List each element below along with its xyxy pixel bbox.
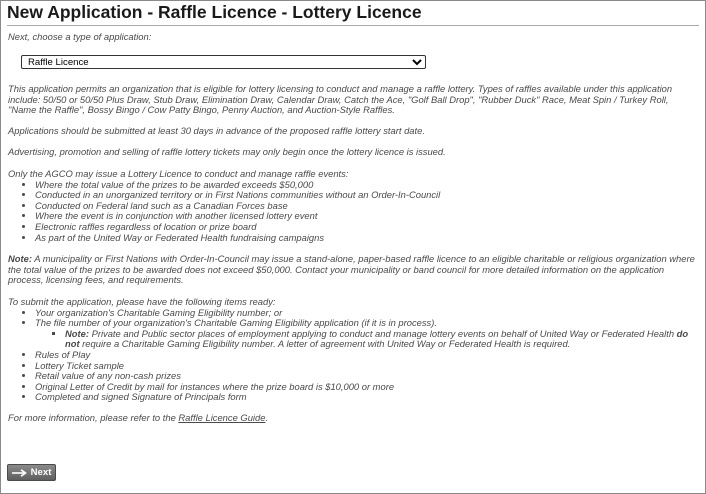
- submit-list-item: • Lottery Ticket sample: [35, 361, 696, 372]
- submit-list-item: • Your organization's Charitable Gaming Eligibility number; or: [35, 308, 696, 319]
- advertising-note: Advertising, promotion and selling of raffle lottery tickets may only begin once the lottery licence is issued.: [8, 146, 446, 157]
- more-info: [8, 413, 696, 424]
- submit-list-item-text: The file number of your organization's Charitable Gaming Eligibility application (if it is in process).: [35, 317, 437, 329]
- submit-list-item: • Original Letter of Credit by mail for instances where the prize board is $10,000 or more: [35, 382, 696, 393]
- submit-list-item: [35, 318, 696, 350]
- agco-list-item: • Electronic raffles regardless of location or prize board: [35, 222, 696, 233]
- next-button-label: Next: [30, 467, 52, 478]
- submit-list-item: • Completed and signed Signature of Principals form: [35, 392, 696, 403]
- more-info-text: For more information, please refer to the: [8, 412, 179, 423]
- application-type-select[interactable]: [21, 55, 426, 69]
- advance-submission-note: Applications should be submitted at least 30 days in advance of the proposed raffle lottery start date.: [8, 125, 425, 136]
- agco-list-item: • Conducted in an unorganized territory or in First Nations communities without an Order-In-Council: [35, 190, 696, 201]
- submit-list-item: • Rules of Play: [35, 350, 696, 361]
- raffle-licence-guide-link[interactable]: Raffle Licence Guide: [178, 412, 266, 423]
- agco-list-item: • Conducted on Federal land such as a Canadian Forces base: [35, 201, 696, 212]
- submit-sublist: [35, 329, 696, 350]
- submit-section: [8, 297, 696, 403]
- agco-list-item: • As part of the United Way or Federated Health fundraising campaigns: [35, 233, 696, 244]
- agco-list-item: • Where the total value of the prizes to be awarded exceeds $50,000: [35, 180, 696, 191]
- municipality-note: [8, 254, 696, 286]
- more-info-period: .: [265, 412, 269, 423]
- agco-list-item: • Where the event is in conjunction with another licensed lottery event: [35, 211, 696, 222]
- agco-list: [8, 180, 696, 244]
- application-description: This application permits an organization that is eligible for lottery licensing to conduct and manage a raffle lottery. Types of raffles available under this application include: 50/50 or 50/50 Plus Draw, Stub Draw, Elimination Draw, Calendar Draw, Catch the Ace, "Golf Ball Drop", "Rubber Duck" Race, Meat Spin / Turkey Roll, "Name the Raffle", Bossy Bingo / Cow Patty Bingo, Penny Auction, and Auction-Style Raffles.: [8, 83, 673, 116]
- submit-list: [8, 308, 696, 403]
- sub-note-text-a: Private and Public sector places of employment applying to conduct and manage lottery events on behalf of United Way or Federated Health: [88, 327, 677, 339]
- note-text: A municipality or First Nations with Order-In-Council may issue a stand-alone, paper-based raffle licence to an eligible charitable or religious organization where the total value of the prizes to be awarded does not exceed $50,000. Contact your municipality or band council for more detailed information on the application process, licensing fees, and requirements.: [8, 253, 695, 286]
- agco-section: [8, 169, 696, 243]
- submit-list-item: • Retail value of any non-cash prizes: [35, 371, 696, 382]
- submit-intro: To submit the application, please have the following items ready:: [8, 296, 276, 307]
- title-divider: [7, 25, 699, 26]
- application-type-prompt: Next, choose a type of application:: [8, 31, 152, 42]
- sub-note-text-b: require a Charitable Gaming Eligibility number. A letter of agreement with United Way or Federated Health is required.: [79, 338, 571, 350]
- sub-note-label: Note:: [65, 327, 89, 339]
- agco-intro: Only the AGCO may issue a Lottery Licence to conduct and manage raffle events:: [8, 168, 349, 179]
- submit-sublist-item: [65, 329, 696, 350]
- sub-note-emphasis: do not: [65, 327, 689, 350]
- arrow-right-icon: [12, 469, 28, 477]
- page-title: New Application - Raffle Licence - Lottery Licence: [7, 2, 422, 22]
- next-button[interactable]: [7, 464, 56, 481]
- note-label: Note:: [8, 253, 32, 264]
